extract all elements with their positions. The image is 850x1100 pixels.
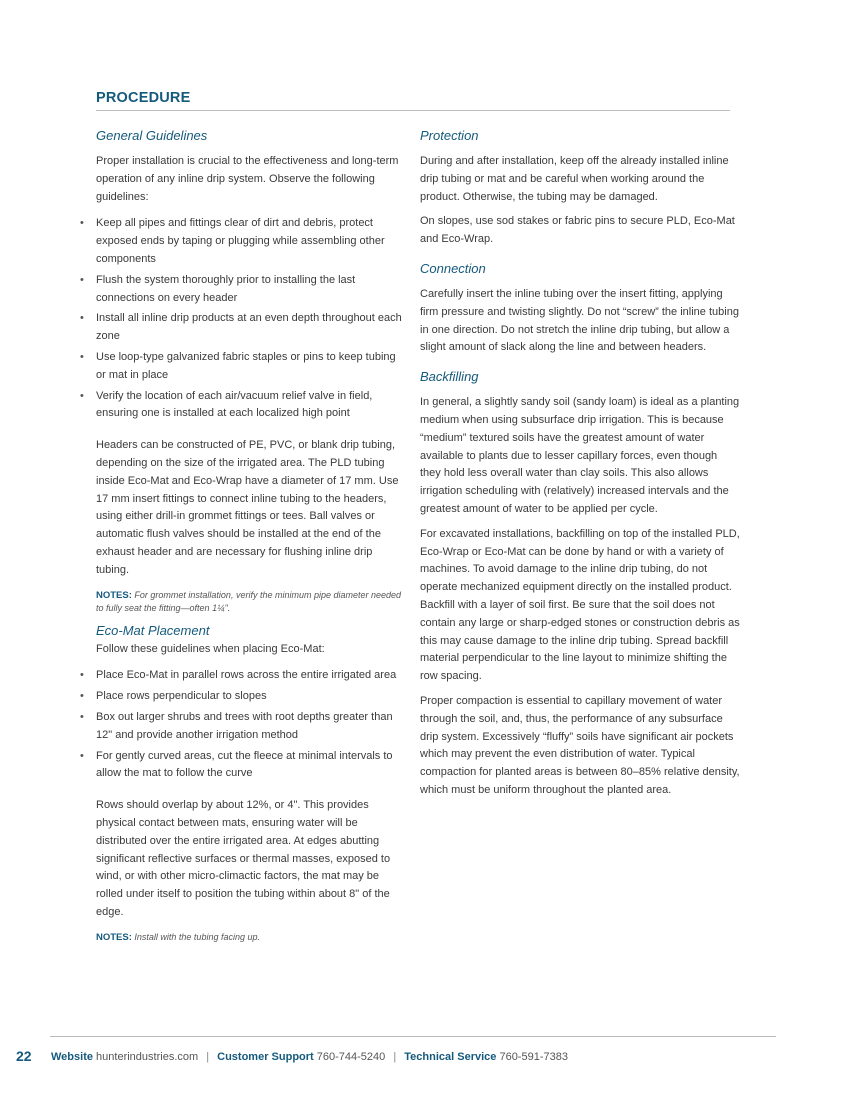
protection-paragraph-1: During and after installation, keep off the already installed inline drip tubing or mat and be careful when working around the product. Otherwise, the tubing may be damaged. <box>420 155 729 203</box>
eco-mat-list <box>80 667 406 783</box>
general-intro-paragraph: Proper installation is crucial to the effectiveness and long-term operation of any inline drip system. Observe the following guidelines: <box>96 155 399 203</box>
page-number: 22 <box>16 1048 32 1064</box>
tubing-note <box>96 931 406 944</box>
list-item: • Box out larger shrubs and trees with root depths greater than 12" and provide another irrigation method <box>80 709 406 745</box>
notes-label: NOTES: <box>96 589 132 601</box>
general-guidelines-list <box>80 215 406 423</box>
general-guidelines-heading: General Guidelines <box>96 128 208 143</box>
backfilling-heading: Backfilling <box>420 369 479 385</box>
rows-overlap-paragraph: Rows should overlap by about 12%, or 4". This provides physical contact between mats, ensuring water will be distributed over the entire irrigated area. At edges abutting significant reflective surfaces or thermal masses, exposed to wind, or with other micro-climactic factors, the mat may be rolled under itself to position the tubing within about 8" of the edge. <box>96 799 391 918</box>
left-column <box>80 128 406 953</box>
backfilling-paragraph-1: In general, a slightly sandy soil (sandy loam) is ideal as a planting medium when using subsurface drip irrigation. This is because “medium” textured soils have the greatest amount of water available to plants due to lesser capillary forces, even though they hold less overall water than clay soils. This also allows irrigation scheduling with (relatively) increased intervals and the greatest amount of water to be applied per cycle. <box>420 396 740 515</box>
footer-separator: | <box>206 1051 210 1063</box>
notes-label: NOTES: <box>96 931 132 943</box>
protection-heading: Protection <box>420 128 479 143</box>
footer-contact <box>51 1051 568 1063</box>
section-title: PROCEDURE <box>96 90 191 106</box>
connection-heading: Connection <box>420 260 486 276</box>
protection-paragraph-2: On slopes, use sod stakes or fabric pins to secure PLD, Eco-Mat and Eco-Wrap. <box>420 215 735 246</box>
customer-support-label: Customer Support <box>217 1051 314 1063</box>
notes-text: For grommet installation, verify the minimum pipe diameter needed to fully seat the fitting—often 1¼". <box>96 589 402 613</box>
notes-text: Install with the tubing facing up. <box>134 931 260 942</box>
list-item: • Flush the system thoroughly prior to installing the last connections on every header <box>80 272 406 308</box>
footer-divider <box>50 1036 776 1037</box>
website-link[interactable]: hunterindustries.com <box>96 1051 199 1063</box>
connection-paragraph: Carefully insert the inline tubing over the insert fitting, applying firm pressure and twisting slightly. Do not “screw” the inline tubing in one direction. Do not stretch the inline drip tubing, but allow a slight amount of slack along the line and between headers. <box>420 287 739 354</box>
list-item: • Verify the location of each air/vacuum relief valve in field, ensuring one is installed at each localized high point <box>80 388 406 424</box>
backfilling-paragraph-3: Proper compaction is essential to capillary movement of water through the soil, and, thus, the performance of any subsurface drip system. Excessively “fluffy” soils have significant air pockets which may prevent the even distribution of water. Typical compaction for planted areas is between 80–85% relative density, which must be uniform throughout the planted area. <box>420 694 740 796</box>
footer-separator: | <box>393 1051 397 1063</box>
eco-mat-intro-paragraph: Follow these guidelines when placing Eco-Mat: <box>96 642 325 655</box>
eco-mat-placement-heading: Eco-Mat Placement <box>96 622 210 638</box>
right-column <box>420 128 740 807</box>
website-label: Website <box>51 1051 93 1063</box>
grommet-note <box>96 589 406 614</box>
list-item: • Place rows perpendicular to slopes <box>80 688 406 706</box>
technical-service-phone[interactable]: 760-591-7383 <box>499 1051 568 1063</box>
title-divider <box>96 110 730 111</box>
backfilling-paragraph-2: For excavated installations, backfilling on top of the installed PLD, Eco-Wrap or Eco-Mat can be done by hand or with a variety of machines. To avoid damage to the inline drip tubing, do not operate mechanized equipment directly on the installed product. Backfill with a layer of soil first. Be sure that the soil does not contain any large or sharp-edged stones or construction debris as this may cause damage to the inline drip tubing. Spread backfill material perpendicular to the line layout to minimize shifting the row spacing. <box>420 527 740 683</box>
headers-paragraph: Headers can be constructed of PE, PVC, or blank drip tubing, depending on the size of the irrigated area. The PLD tubing inside Eco-Mat and Eco-Wrap have a diameter of 17 mm. Use 17 mm insert fittings to connect inline tubing to the headers, using either drill-in grommet fittings or tees. Ball valves or automatic flush valves should be installed at the end of the exhaust header and are necessary for flushing inline drip tubing. <box>96 439 399 576</box>
list-item: • Place Eco-Mat in parallel rows across the entire irrigated area <box>80 667 406 685</box>
list-item: • Use loop-type galvanized fabric staples or pins to keep tubing or mat in place <box>80 349 406 385</box>
list-item: • For gently curved areas, cut the fleece at minimal intervals to allow the mat to follow the curve <box>80 748 406 784</box>
technical-service-label: Technical Service <box>404 1051 497 1063</box>
list-item: • Install all inline drip products at an even depth throughout each zone <box>80 310 406 346</box>
customer-support-phone[interactable]: 760-744-5240 <box>316 1051 386 1063</box>
list-item: • Keep all pipes and fittings clear of dirt and debris, protect exposed ends by taping or plugging while assembling other components <box>80 215 406 268</box>
